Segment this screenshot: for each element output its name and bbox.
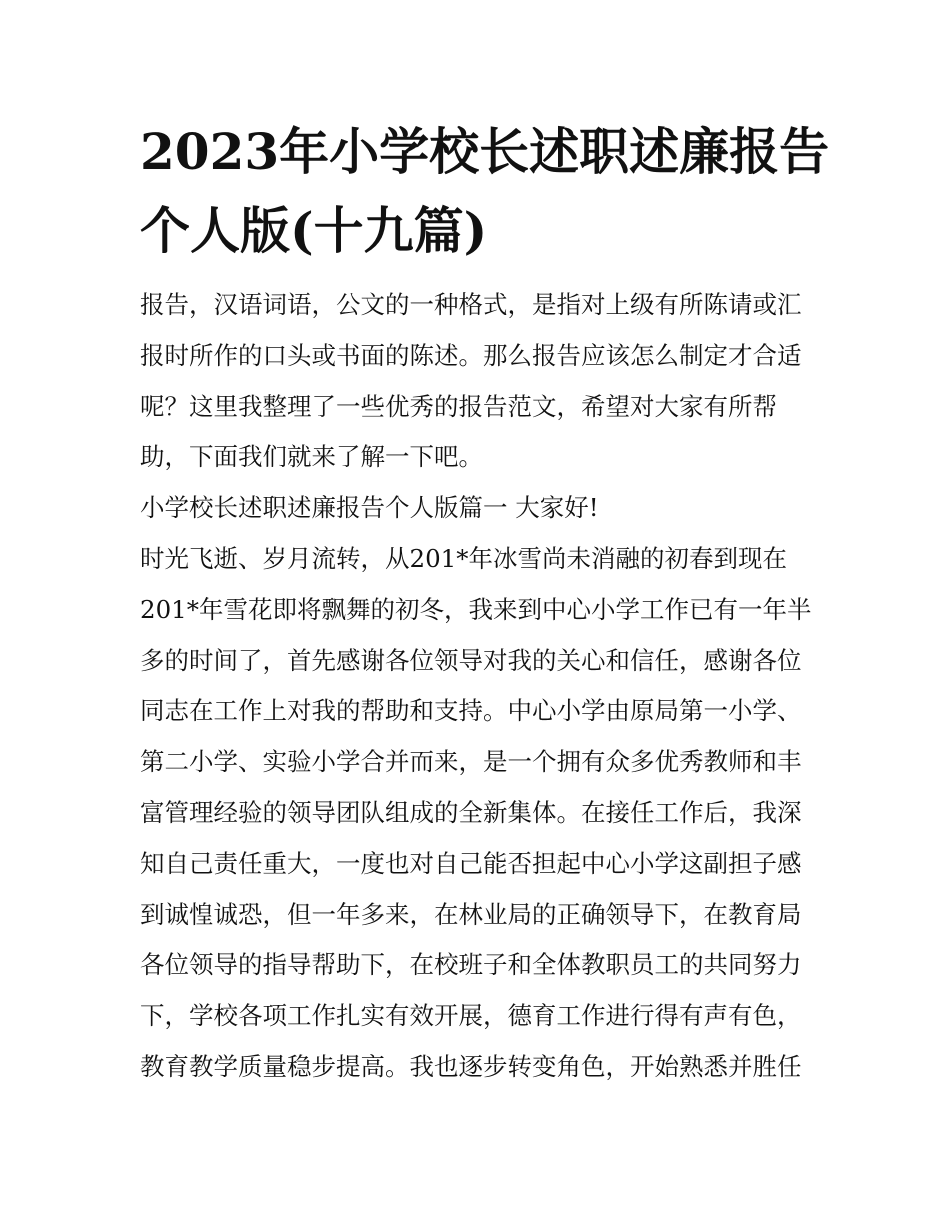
document-title <box>140 112 830 270</box>
body-line: 时光飞逝、岁月流转，从201*年冰雪尚未消融的初春到现在 <box>140 543 788 573</box>
body-line: 富管理经验的领导团队组成的全新集体。在接任工作后，我深 <box>140 797 802 827</box>
body-line: 下，学校各项工作扎实有效开展，德育工作进行得有声有色， <box>140 1001 802 1031</box>
body-line: 第二小学、实验小学合并而来，是一个拥有众多优秀教师和丰 <box>140 747 802 777</box>
body-line: 到诚惶诚恐，但一年多来，在林业局的正确领导下，在教育局 <box>140 899 802 929</box>
section-heading-line: 小学校长述职述廉报告个人版篇一 大家好! <box>140 493 599 523</box>
body-line: 各位领导的指导帮助下，在校班子和全体教职员工的共同努力 <box>140 950 802 980</box>
title-line-2: 个人版(十九篇) <box>140 201 488 260</box>
document-body <box>140 280 820 1093</box>
body-line: 助，下面我们就来了解一下吧。 <box>140 442 483 472</box>
body-line: 同志在工作上对我的帮助和支持。中心小学由原局第一小学、 <box>140 696 802 726</box>
title-line-1: 2023年小学校长述职述廉报告 <box>140 122 830 181</box>
body-line: 报告，汉语词语，公文的一种格式，是指对上级有所陈请或汇 <box>140 290 802 319</box>
body-line: 201*年雪花即将飘舞的初冬，我来到中心小学工作已有一年半 <box>140 594 812 624</box>
body-line: 知自己责任重大，一度也对自己能否担起中心小学这副担子感 <box>140 848 802 878</box>
body-line: 呢？这里我整理了一些优秀的报告范文，希望对大家有所帮 <box>140 391 777 421</box>
body-line: 报时所作的口头或书面的陈述。那么报告应该怎么制定才合适 <box>140 340 802 370</box>
body-line: 教育教学质量稳步提高。我也逐步转变角色，开始熟悉并胜任 <box>140 1051 802 1081</box>
body-line: 多的时间了，首先感谢各位领导对我的关心和信任，感谢各位 <box>140 645 802 675</box>
